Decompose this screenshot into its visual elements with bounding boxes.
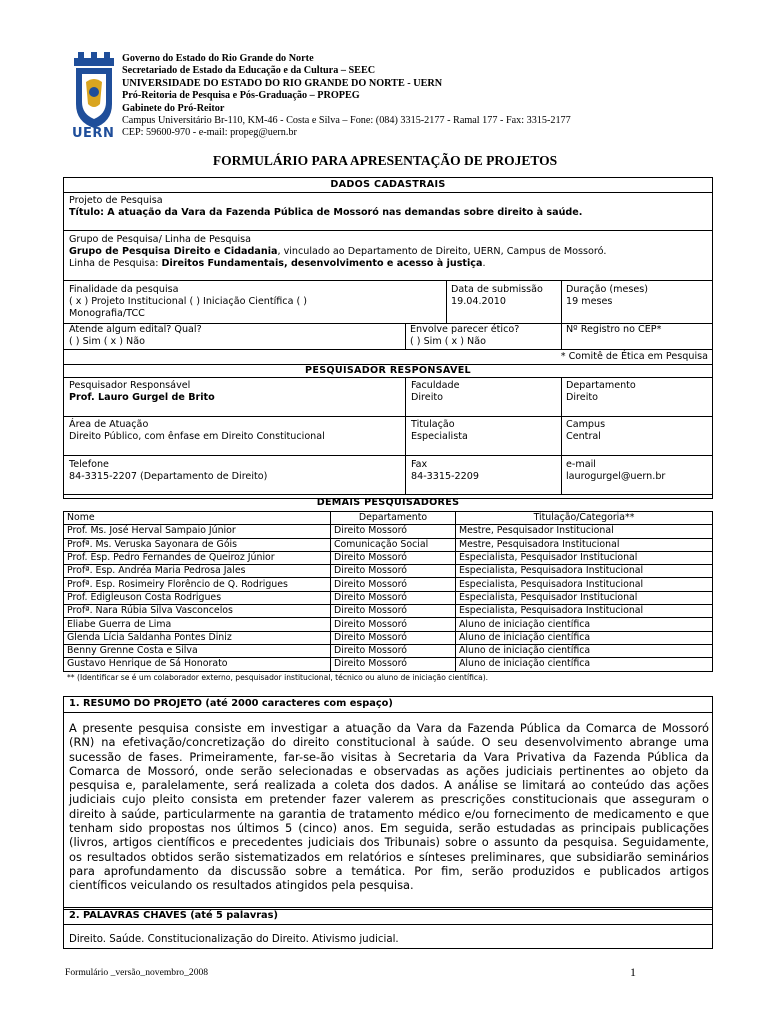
table-row [64, 631, 713, 644]
cep-note: * Comitê de Ética em Pesquisa [560, 351, 708, 362]
resumo-line: Comarca de Mossoró, onde serão selecionadas e observadas as ações judiciais pertinentes ao objeto da [69, 763, 709, 778]
researcher-department: Comunicação Social [331, 538, 456, 551]
titulacao-block [411, 419, 561, 443]
resumo-line: tenham sido propostas nos últimos 5 (cinco) anos. Em seguida, serão estudadas as principais publicações [69, 821, 709, 836]
uern-logo [70, 52, 118, 142]
researcher-category: Aluno de iniciação científica [456, 618, 713, 631]
submissao-value: 19.04.2010 [451, 296, 506, 308]
header-line: Secretariado de Estado da Educação e da Cultura – SEEC [122, 65, 376, 77]
researcher-category: Mestre, Pesquisador Institucional [456, 525, 713, 538]
researcher-department: Direito Mossoró [331, 525, 456, 538]
email-block [566, 459, 711, 483]
resumo-line: para aprofundamento da discussão sobre a temática. Por fim, serão produzidos e publicados artigos [69, 863, 709, 878]
researcher-department: Direito Mossoró [331, 658, 456, 671]
researcher-name: Benny Grenne Costa e Silva [64, 644, 331, 657]
depto-block [566, 380, 711, 404]
resumo-line: judiciais cujo pleito consista em pretender fazer valerem as prescrições constitucionais que asseguram o [69, 792, 709, 807]
edital-block [69, 324, 404, 348]
researcher-category: Especialista, Pesquisadora Institucional [456, 578, 713, 591]
linha-end: . [482, 258, 486, 270]
header-contact: CEP: 59600-970 - e-mail: propeg@uern.br [122, 127, 297, 139]
resumo-heading: 1. RESUMO DO PROJETO (até 2000 caracteres com espaço) [69, 698, 393, 709]
duracao-label: Duração (meses) [566, 284, 648, 295]
researcher-department: Direito Mossoró [331, 644, 456, 657]
researcher-department: Direito Mossoró [331, 631, 456, 644]
researcher-department: Direito Mossoró [331, 578, 456, 591]
campus-label: Campus [566, 419, 606, 430]
telefone-label: Telefone [69, 459, 109, 470]
palavras-text: Direito. Saúde. Constitucionalização do Direito. Ativismo judicial. [69, 934, 399, 945]
section-dados-cadastrais: DADOS CADASTRAIS [330, 179, 446, 190]
researcher-name: Profª. Esp. Andréa Maria Pedrosa Jales [64, 565, 331, 578]
researcher-category: Especialista, Pesquisador Institucional [456, 551, 713, 564]
researcher-category: Especialista, Pesquisador Institucional [456, 591, 713, 604]
researcher-name: Gustavo Henrique de Sá Honorato [64, 658, 331, 671]
researcher-category: Aluno de iniciação científica [456, 631, 713, 644]
header-address: Campus Universitário Br-110, KM-46 - Costa e Silva – Fone: (084) 3315-2177 - Ramal 177 - Fax: 3315-2177 [122, 115, 571, 127]
project-type: Projeto de Pesquisa [69, 195, 163, 206]
section-pesquisador: PESQUISADOR RESPONSÁVEL [305, 365, 471, 376]
grupo-name: Grupo de Pesquisa Direito e Cidadania [69, 246, 278, 258]
researcher-category: Especialista, Pesquisadora Institucional [456, 565, 713, 578]
edital-label: Atende algum edital? Qual? [69, 324, 202, 335]
resumo-line: direito à saúde, particularmente na garantia de tratamento médico e/ou fornecimento de medicamento e que [69, 806, 709, 821]
titulacao-label: Titulação [411, 419, 455, 430]
column-header: Nome [64, 512, 331, 525]
column-header: Titulação/Categoria** [456, 512, 713, 525]
resumo-line: A presente pesquisa consiste em investigar a atuação da Vara da Fazenda Pública da Comarca de Mossoró [69, 721, 709, 735]
telefone-value: 84-3315-2207 (Departamento de Direito) [69, 471, 268, 483]
fax-value: 84-3315-2209 [411, 471, 479, 483]
researcher-name: Prof. Ms. José Herval Sampaio Júnior [64, 525, 331, 538]
edital-options[interactable]: ( ) Sim ( x ) Não [69, 336, 145, 348]
column-header: Departamento [331, 512, 456, 525]
fax-block [411, 459, 561, 483]
campus-block [566, 419, 711, 443]
researcher-department: Direito Mossoró [331, 551, 456, 564]
area-block [69, 419, 404, 443]
researcher-name: Prof. Edigleuson Costa Rodrigues [64, 591, 331, 604]
submissao-label: Data de submissão [451, 284, 543, 295]
etico-block [410, 324, 560, 348]
researcher-category: Mestre, Pesquisadora Institucional [456, 538, 713, 551]
table-row [64, 658, 713, 671]
grupo-block [69, 234, 709, 271]
researcher-department: Direito Mossoró [331, 605, 456, 618]
titulacao-value: Especialista [411, 431, 468, 443]
researcher-name: Eliabe Guerra de Lima [64, 618, 331, 631]
resumo-line: (livros, artigos científicos e precedentes judiciais dos Tribunais) sobre o assunto da pesquisa. Seguidamente, [69, 835, 709, 850]
header-line: UNIVERSIDADE DO ESTADO DO RIO GRANDE DO NORTE - UERN [122, 77, 443, 89]
grupo-rest: , vinculado ao Departamento de Direito, UERN, Campus de Mossoró. [277, 246, 607, 258]
table-row [64, 605, 713, 618]
cep-block [566, 324, 711, 336]
resumo-line: (RN) na efetivação/concretização do direito constitucional à saúde. O seu desenvolvimento abrange uma [69, 735, 709, 750]
table-row [64, 525, 713, 538]
finalidade-options[interactable]: ( x ) Projeto Institucional ( ) Iniciação Científica ( ) [69, 296, 308, 308]
duracao-value: 19 meses [566, 296, 613, 308]
page-number: 1 [630, 965, 636, 979]
form-title: FORMULÁRIO PARA APRESENTAÇÃO DE PROJETOS [212, 153, 558, 168]
table-row [64, 644, 713, 657]
researcher-category: Aluno de iniciação científica [456, 644, 713, 657]
finalidade-block [69, 284, 447, 321]
responsavel-label: Pesquisador Responsável [69, 380, 191, 391]
faculdade-value: Direito [411, 392, 443, 404]
finalidade-label: Finalidade da pesquisa [69, 284, 179, 295]
institution-header [122, 53, 571, 140]
area-label: Área de Atuação [69, 419, 149, 430]
researcher-department: Direito Mossoró [331, 618, 456, 631]
table-row [64, 538, 713, 551]
table-header-row [64, 512, 713, 525]
researcher-name: Prof. Esp. Pedro Fernandes de Queiroz Júnior [64, 551, 331, 564]
campus-value: Central [566, 431, 601, 443]
table-row [64, 591, 713, 604]
submissao-block [451, 284, 561, 308]
depto-label: Departamento [566, 380, 636, 391]
researchers-table [63, 511, 713, 672]
fax-label: Fax [411, 459, 428, 470]
project-block [69, 195, 709, 219]
researcher-name: Profª. Nara Rúbia Silva Vasconcelos [64, 605, 331, 618]
area-value: Direito Público, com ênfase em Direito Constitucional [69, 431, 325, 443]
grupo-label: Grupo de Pesquisa/ Linha de Pesquisa [69, 234, 252, 245]
depto-value: Direito [566, 392, 598, 404]
resumo-text [69, 721, 709, 893]
faculdade-block [411, 380, 561, 404]
table-row [64, 618, 713, 631]
table-note: ** (Identificar se é um colaborador externo, pesquisador institucional, técnico ou aluno de iniciação científica). [67, 673, 489, 682]
resumo-line: os resultados obtidos serão sistematizados em relatórios e sínteses preliminares, que subsidiarão seminários [69, 849, 709, 864]
resumo-line: científicos veiculando os resultados atingidos pela pesquisa. [69, 878, 414, 893]
finalidade-options-2[interactable]: Monografia/TCC [69, 308, 145, 320]
researcher-category: Especialista, Pesquisadora Institucional [456, 605, 713, 618]
researcher-name: Profª. Ms. Veruska Sayonara de Góis [64, 538, 331, 551]
linha-name: Direitos Fundamentais, desenvolvimento e acesso à justiça [161, 258, 483, 270]
section-demais: DEMAIS PESQUISADORES [316, 497, 460, 508]
responsavel-block [69, 380, 404, 404]
header-line: Governo do Estado do Rio Grande do Norte [122, 53, 314, 64]
researcher-category: Aluno de iniciação científica [456, 658, 713, 671]
linha-label: Linha de Pesquisa: [69, 258, 162, 270]
researcher-department: Direito Mossoró [331, 565, 456, 578]
faculdade-label: Faculdade [411, 380, 460, 391]
etico-options[interactable]: ( ) Sim ( x ) Não [410, 336, 486, 348]
table-row [64, 551, 713, 564]
researcher-name: Glenda Lícia Saldanha Pontes Diniz [64, 631, 331, 644]
duracao-block [566, 284, 711, 308]
responsavel-name: Prof. Lauro Gurgel de Brito [69, 392, 215, 404]
email-value[interactable]: laurogurgel@uern.br [566, 471, 666, 483]
etico-label: Envolve parecer ético? [410, 324, 520, 335]
researcher-name: Profª. Esp. Rosimeiry Florêncio de Q. Rodrigues [64, 578, 331, 591]
resumo-line: sucessão de fases. Primeiramente, far-se-ão visitas à Secretaria da Vara Privativa da Fazenda Pública da [69, 749, 709, 764]
researcher-department: Direito Mossoró [331, 591, 456, 604]
logo-text: UERN [72, 126, 115, 141]
palavras-heading: 2. PALAVRAS CHAVES (até 5 palavras) [69, 910, 278, 921]
telefone-block [69, 459, 404, 483]
table-row [64, 578, 713, 591]
resumo-line: pesquisa e, paralelamente, será realizada a coleta dos dados. A análise se limitará ao conteúdo das ações [69, 778, 709, 793]
table-row [64, 565, 713, 578]
project-title: Título: A atuação da Vara da Fazenda Pública de Mossoró nas demandas sobre direito à saúde. [69, 207, 583, 219]
footer-version: Formulário _versão_novembro_2008 [65, 967, 209, 978]
header-line: Pró-Reitoria de Pesquisa e Pós-Graduação – PROPEG [122, 90, 360, 102]
cep-label: Nº Registro no CEP* [566, 324, 662, 335]
header-line: Gabinete do Pró-Reitor [122, 102, 225, 114]
email-label: e-mail [566, 459, 596, 470]
